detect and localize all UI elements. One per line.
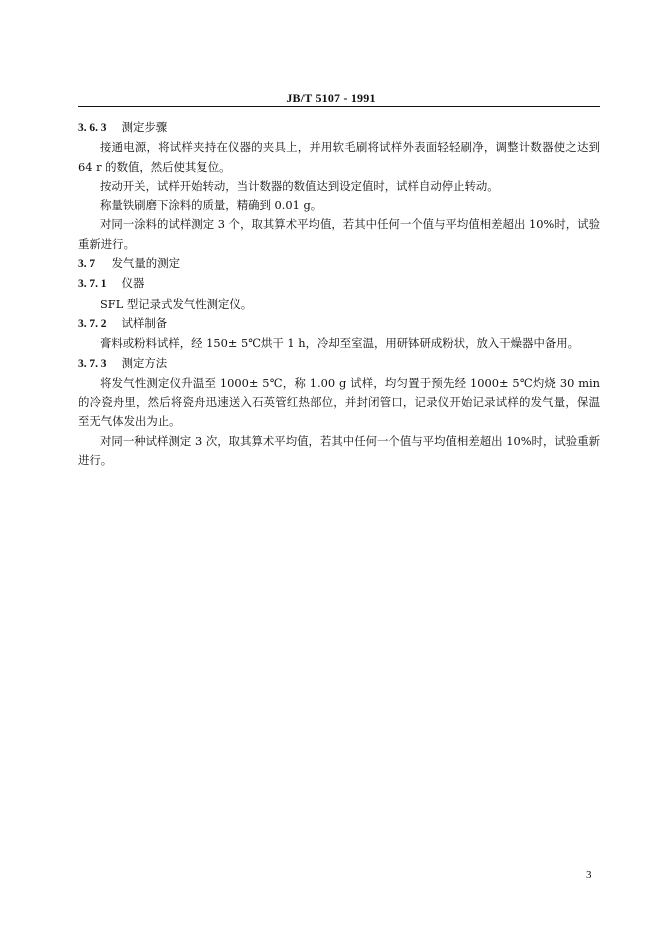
- section-number: 3. 7. 1: [78, 278, 107, 291]
- page-number: 3: [586, 869, 592, 881]
- paragraph: 按动开关，试样开始转动，当计数器的数值达到设定值时，试样自动停止转动。: [100, 178, 499, 193]
- section-heading-3-6-3: [78, 118, 600, 138]
- paragraph: 接通电源，将试样夹持在仪器的夹具上，并用软毛刷将试样外表面轻轻刷净，调整计数器使之达到 64 r 的数值，然后使其复位。: [78, 140, 600, 174]
- paragraph: 称量铁刷磨下涂料的质量，精确到 0.01 g。: [100, 198, 323, 213]
- section-title: 仪器: [121, 276, 145, 291]
- section-title: 测定方法: [121, 355, 168, 370]
- section-title: 发气量的测定: [111, 256, 180, 271]
- section-number: 3. 7: [78, 258, 96, 271]
- section-heading-3-7: [78, 254, 600, 274]
- document-body: [78, 118, 600, 470]
- section-title: 测定步骤: [121, 120, 168, 134]
- paragraph: 膏料或粉料试样，经 150± 5℃烘干 1 h，冷却至室温，用研钵研成粉状，放入干燥器中备用。: [100, 336, 580, 351]
- paragraph: 对同一种试样测定 3 次，取其算术平均值，若其中任何一个值与平均值相差超出 10%时，试验重新进行。: [78, 433, 600, 468]
- section-title: 试样制备: [121, 315, 168, 330]
- section-heading-3-7-2: [78, 314, 600, 334]
- page-header-standard-code: JB/T 5107 - 1991: [286, 91, 376, 105]
- section-number: 3. 7. 2: [78, 317, 107, 330]
- section-number: 3. 7. 3: [78, 357, 107, 370]
- paragraph: 对同一涂料的试样测定 3 个，取其算术平均值，若其中任何一个值与平均值相差超出 10%时，试验重新进行。: [78, 217, 600, 251]
- paragraph: 将发气性测定仪升温至 1000± 5℃，称 1.00 g 试样，均匀置于预先经 1000± 5℃灼烧 30 min 的冷瓷舟里，然后将瓷舟迅速送入石英管红热部位，并封闭管口，记录仪开始记录试样的发气量，保温至无气体发出为止。: [78, 375, 600, 429]
- paragraph: SFL 型记录式发气性测定仪。: [100, 296, 253, 311]
- section-heading-3-7-3: [78, 354, 600, 374]
- section-heading-3-7-1: [78, 274, 600, 294]
- header-rule: [78, 106, 600, 107]
- section-number: 3. 6. 3: [78, 122, 107, 134]
